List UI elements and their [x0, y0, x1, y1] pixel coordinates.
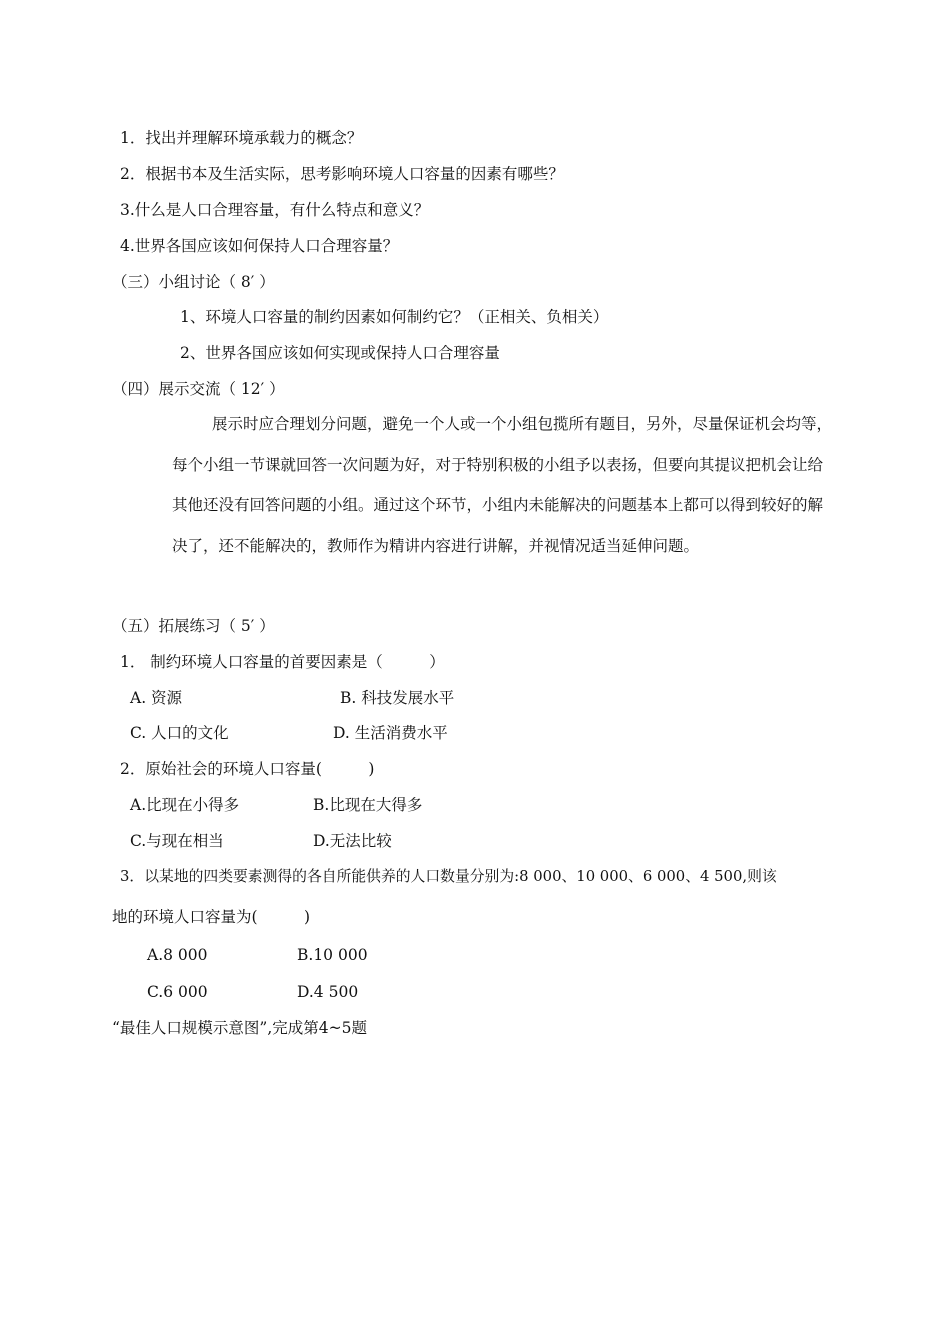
q1-option-a: A. 资源: [130, 689, 183, 707]
question-1: 1．找出并理解环境承载力的概念？: [120, 129, 363, 147]
q3-stem-line-1: 3．以某地的四类要素测得的各自所能供养的人口数量分别为:8 000、10 000、6 000、4 500,则该: [120, 868, 777, 885]
question-2: 2．根据书本及生活实际，思考影响环境人口容量的因素有哪些？: [120, 165, 564, 183]
q3-option-d: D.4 500: [297, 983, 359, 1001]
q3-option-b: B.10 000: [297, 946, 368, 964]
q3-option-a: A.8 000: [147, 946, 208, 964]
q2-option-c: C.与现在相当: [130, 832, 224, 850]
exchange-paragraph-text: 展示时应合理划分问题，避免一个人或一个小组包揽所有题目，另外，尽量保证机会均等，每个小组一节课就回答一次问题为好，对于特别积极的小组予以表扬，但要向其提议把机会让给其他还没有回答问题的小组。通过这个环节，小组内未能解决的问题基本上都可以得到较好的解决了，还不能解决的，教师作为精讲内容进行讲解，并视情况适当延伸问题。: [172, 415, 833, 555]
q1-option-d: D. 生活消费水平: [333, 724, 448, 742]
q1-option-b: B. 科技发展水平: [340, 689, 455, 707]
q2-stem: 2．原始社会的环境人口容量( ): [120, 760, 375, 778]
question-4: 4.世界各国应该如何保持人口合理容量？: [120, 237, 399, 255]
section-heading-exchange: （四）展示交流（ 12′ ）: [112, 380, 285, 398]
q1-stem: 1． 制约环境人口容量的首要因素是（ ）: [120, 653, 445, 671]
q2-option-b: B.比现在大得多: [313, 796, 423, 814]
section-heading-discussion: （三）小组讨论（ 8′ ）: [112, 273, 275, 291]
q3-option-c: C.6 000: [147, 983, 208, 1001]
discussion-item-2: 2、世界各国应该如何实现或保持人口合理容量: [180, 344, 500, 362]
figure-note: “最佳人口规模示意图”,完成第4~5题: [112, 1019, 367, 1037]
q2-option-a: A.比现在小得多: [130, 796, 240, 814]
q2-option-d: D.无法比较: [313, 832, 392, 850]
discussion-item-1: 1、环境人口容量的制约因素如何制约它？（正相关、负相关）: [180, 308, 609, 326]
q1-option-c: C. 人口的文化: [130, 724, 229, 742]
question-3: 3.什么是人口合理容量，有什么特点和意义？: [120, 201, 430, 219]
exchange-paragraph: [172, 404, 838, 566]
q3-stem-line-2: 地的环境人口容量为( ): [112, 908, 311, 926]
section-heading-practice: （五）拓展练习（ 5′ ）: [112, 617, 275, 635]
